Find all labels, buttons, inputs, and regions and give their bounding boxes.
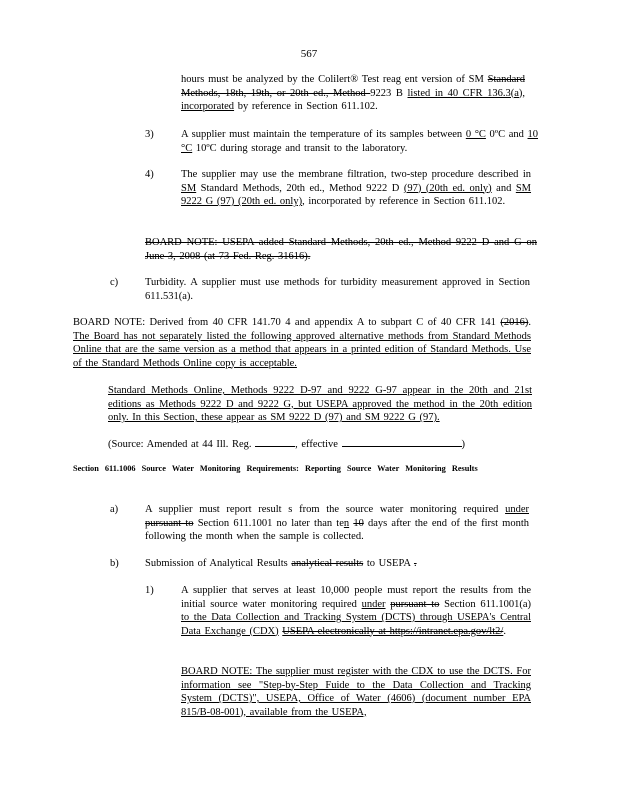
board-note-dcts: BOARD NOTE: The supplier must register with the CDX to use the DCTS. For information see "Step-by-Step Fuide to the Data Collection and Tracking System (DCTS)", USEPA, Office of Water (4606) (document number EPA 815/B-08-001), available from the USEPA, xyxy=(181,666,531,718)
item-c-text: Turbidity. A supplier must use methods for turbidity measurement approved in Section 611.531(a). xyxy=(145,277,530,302)
item-b1-text: A supplier that serves at least 10,000 people must report the results from the initial source water monitoring required under pursuant to Section 611.1001(a) to the Data Collection and Tracking System (DCTS) through USEPA's Central Data Exchange (CDX) USEPA electronically at https://intranet.epa.gov/lt2/. xyxy=(181,585,531,637)
item-b-text: Submission of Analytical Results analytical results to USEPA . xyxy=(145,558,417,569)
item-b1-label: 1) xyxy=(145,585,154,596)
section-heading: Section 611.1006 Source Water Monitoring Requirements: Reporting Source Water Monitoring Results xyxy=(73,464,478,473)
item-c-label: c) xyxy=(110,277,119,288)
board-note-main: BOARD NOTE: Derived from 40 CFR 141.70 4 and appendix A to subpart C of 40 CFR 141 (2016). The Board has not separately listed the following approved alternative methods from Standard Methods Online that are the same version as a method that appears in a printed edition of Standard Methods. Use of the Standard Methods Online copy is acceptable. xyxy=(73,317,531,369)
item-4-text: The supplier may use the membrane filtration, two-step procedure described in SM Standard Methods, 20th ed., Method 9222 D (97) (20th ed. only) and SM 9222 G (97) (20th ed. only), incorporated by reference in Section 611.102. xyxy=(181,169,532,207)
source-note: (Source: Amended at 44 Ill. Reg. , effective ) xyxy=(108,439,466,450)
item-a-text: A supplier must report result s from the source water monitoring required under pursuant to Section 611.1001 no later than ten 10 days after the end of the first month following the month when the sample is collected. xyxy=(145,504,530,542)
effective-blank xyxy=(342,437,462,447)
page-number: 567 xyxy=(300,48,318,60)
item-3-text: A supplier must maintain the temperature of its samples between 0 °C 0ºC and 10 °C 10ºC during storage and transit to the laboratory. xyxy=(181,129,539,154)
hours-paragraph: hours must be analyzed by the Colilert® Test reag ent version of SM Standard Methods, 18th, 19th, or 20th ed., Method 9223 B listed in 40 CFR 136.3(a), incorporated by reference in Section 611.102. xyxy=(181,74,525,112)
reg-blank xyxy=(255,437,295,447)
item-a-label: a) xyxy=(110,504,119,515)
board-note-struck: BOARD NOTE: USEPA added Standard Methods, 20th ed., Method 9222 D and G on June 3, 2008 (at 73 Fed. Reg. 31616). xyxy=(145,237,537,262)
item-3-label: 3) xyxy=(145,129,154,140)
item-4-label: 4) xyxy=(145,169,154,180)
item-b-label: b) xyxy=(110,558,119,569)
online-methods-paragraph: Standard Methods Online, Methods 9222 D-97 and 9222 G-97 appear in the 20th and 21st editions as Methods 9222 D and 9222 G, but USEPA approved the method in the 20th edition only. In this Section, these appear as SM 9222 D (97) and SM 9222 G (97). xyxy=(108,385,532,423)
